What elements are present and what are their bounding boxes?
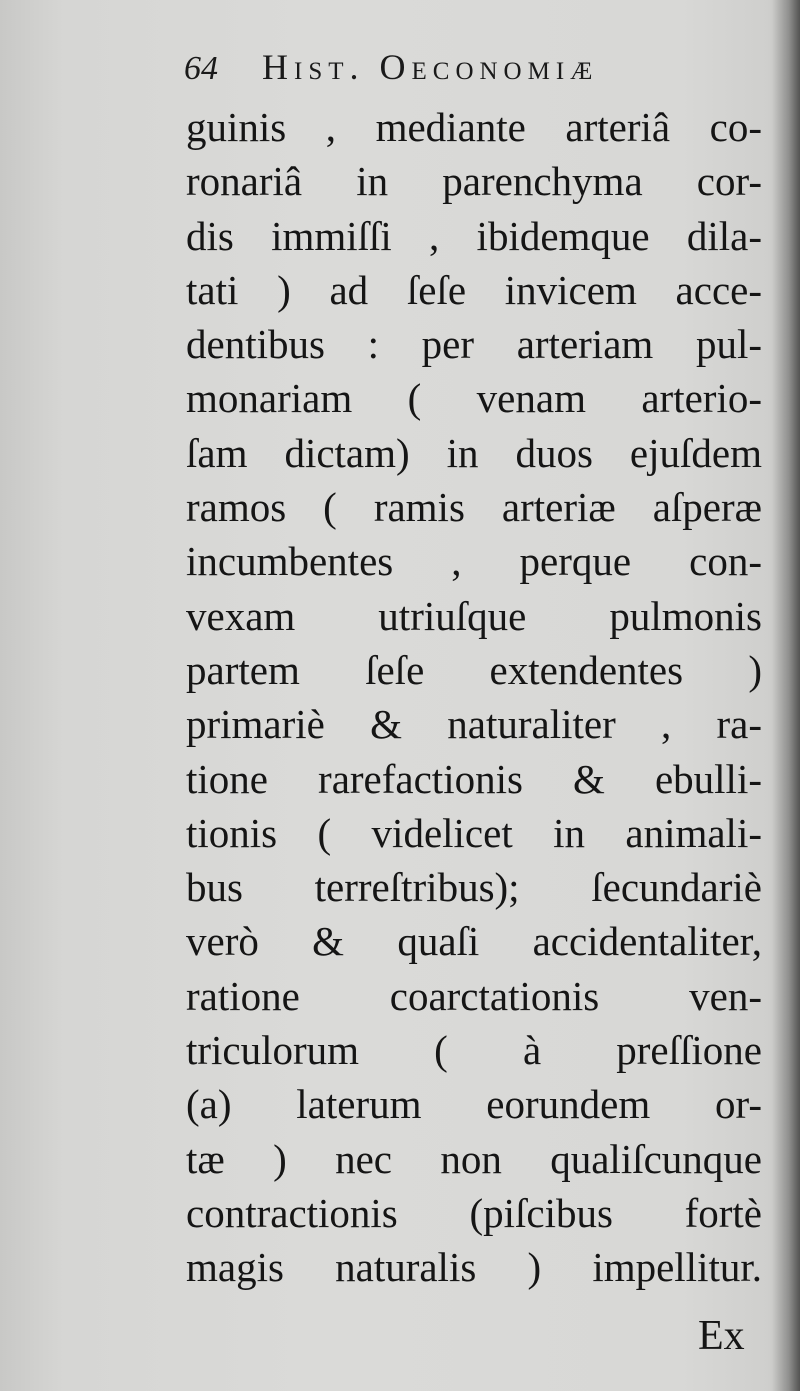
text-line: vexam utriuſque pulmonis [186,592,762,639]
text-line: (a) laterum eorundem or- [186,1081,762,1128]
text-line: guinis , mediante arteriâ co- [186,104,762,150]
body-text [186,100,762,1295]
catchword: Ex [698,1313,745,1359]
running-title: Hist. Oeconomiæ [262,47,599,87]
text-line: triculorum ( à preſſione [186,1027,762,1074]
text-line: partem ſeſe extendentes ) [186,646,762,693]
text-line: ratione coarctationis ven- [186,972,762,1019]
text-line: ronariâ in parenchyma cor- [186,158,762,205]
text-line: tione rarefactionis & ebulli- [186,755,762,802]
text-line: dentibus : per arteriam pul- [186,321,762,368]
text-line: dis immiſſi , ibidemque dila- [186,212,762,259]
text-line: ſam dictam) in duos ejuſdem [186,429,762,476]
text-line: magis naturalis ) impellitur. [186,1244,762,1291]
page-number: 64 [184,50,218,87]
text-line: tati ) ad ſeſe invicem acce- [186,266,762,313]
text-line: primariè & naturaliter , ra- [186,701,762,748]
text-line: ramos ( ramis arteriæ aſperæ [186,484,762,531]
text-line: tæ ) nec non qualiſcunque [186,1135,762,1182]
text-line: monariam ( venam arterio- [186,375,762,422]
spine-shadow [772,0,800,1391]
text-line: incumbentes , perque con- [186,538,762,585]
text-line: bus terreſtribus); ſecundariè [186,864,762,911]
text-line: verò & quaſi accidentaliter, [186,918,762,965]
text-line: contractionis (piſcibus fortè [186,1189,762,1236]
page-header [184,44,744,104]
text-line: tionis ( videlicet in animali- [186,809,762,856]
